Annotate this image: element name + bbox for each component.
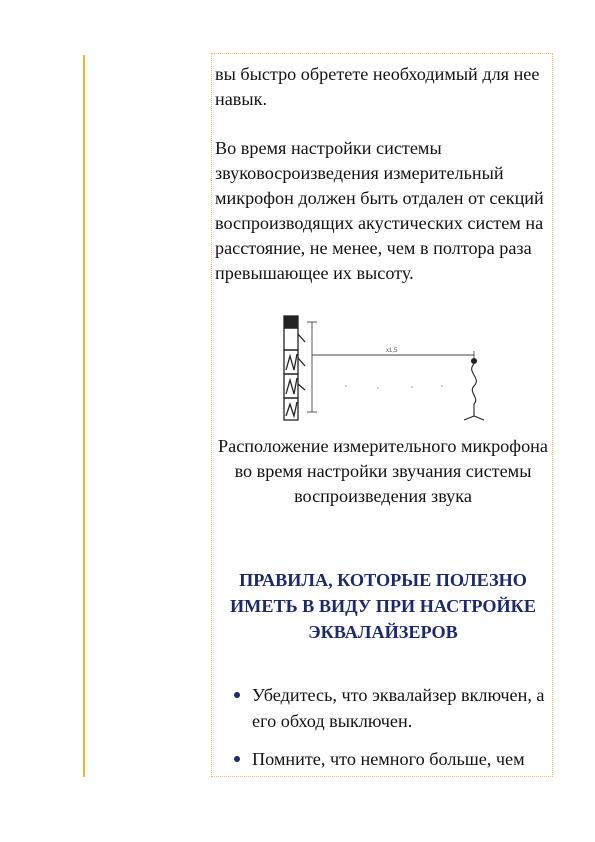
rules-list	[215, 682, 553, 784]
dotted-floor-line	[345, 385, 443, 389]
bullet-icon	[234, 692, 240, 698]
list-item	[215, 682, 553, 734]
section-heading: ПРАВИЛА, КОТОРЫЕ ПОЛЕЗНО ИМЕТЬ В ВИДУ ПРИ НАСТРОЙКЕ ЭКВАЛАЙЗЕРОВ	[230, 570, 536, 642]
paragraph-mic-placement: Во время настройки системы звуковосроизведения измерительный микрофон должен быть отдален от секций воспроизводящих акустических систем на расстояние, не менее, чем в полтора раза превышающее их высоту.	[215, 138, 544, 283]
rule-text: Помните, что немного больше, чем	[252, 749, 525, 769]
rule-text: Убедитесь, что эквалайзер включен, а его обход выключен.	[252, 685, 545, 731]
mic-placement-diagram	[278, 314, 492, 422]
bullet-icon	[234, 756, 240, 762]
figure-caption: Расположение измерительного микрофона во время настройки звучания системы воспроизведения звука	[218, 436, 548, 506]
margin-rule	[83, 55, 85, 777]
speaker-stack-icon	[284, 316, 305, 420]
paragraph-intro-continuation: вы быстро обретете необходимый для нее навык.	[215, 64, 540, 109]
measurement-microphone-icon	[464, 359, 484, 421]
list-item	[215, 746, 553, 772]
height-dimension-line	[307, 322, 317, 412]
distance-label: x1,5	[386, 348, 398, 354]
